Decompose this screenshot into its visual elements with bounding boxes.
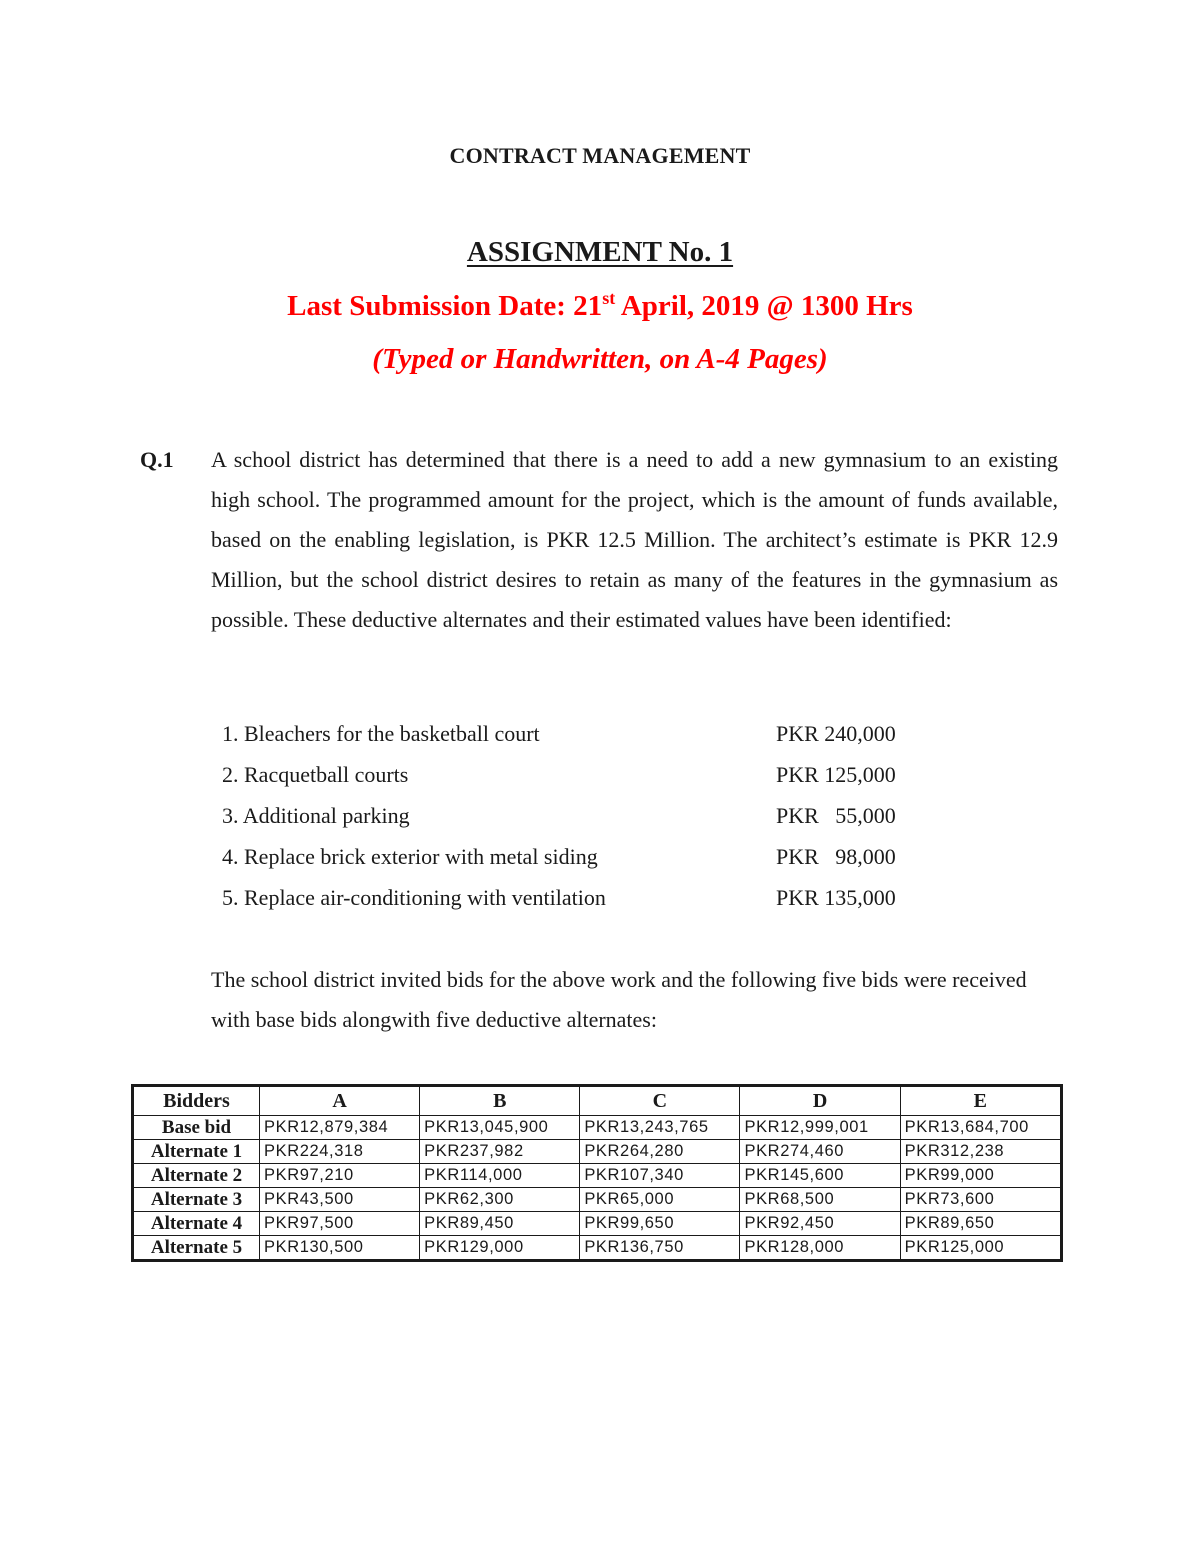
list-item-number: 5. xyxy=(222,885,239,910)
list-item-number: 2. xyxy=(222,762,239,787)
assignment-title: ASSIGNMENT No. 1 xyxy=(466,236,734,268)
list-item-label: Racquetball courts xyxy=(244,762,409,787)
list-item xyxy=(222,717,942,758)
column-header: C xyxy=(580,1086,740,1116)
list-item-number: 4. xyxy=(222,844,239,869)
list-item xyxy=(222,758,942,799)
table-cell: PKR62,300 xyxy=(420,1188,580,1212)
table-row xyxy=(133,1236,1062,1261)
table-cell: PKR274,460 xyxy=(740,1140,900,1164)
list-item-amount: PKR 98,000 xyxy=(776,844,896,869)
submission-ordinal: st xyxy=(602,288,616,308)
column-header: B xyxy=(420,1086,580,1116)
table-cell: PKR13,684,700 xyxy=(900,1116,1061,1140)
row-header: Base bid xyxy=(133,1116,260,1140)
table-cell: PKR129,000 xyxy=(420,1236,580,1261)
list-item-amount: PKR 240,000 xyxy=(776,721,896,746)
table-cell: PKR65,000 xyxy=(580,1188,740,1212)
list-item-amount: PKR 55,000 xyxy=(776,803,896,828)
table-header-row xyxy=(133,1086,1062,1116)
list-item-label: Bleachers for the basketball court xyxy=(244,721,540,746)
list-item xyxy=(222,881,942,922)
column-header: A xyxy=(260,1086,420,1116)
row-header: Alternate 2 xyxy=(133,1164,260,1188)
list-item-label: Replace brick exterior with metal siding xyxy=(244,844,598,869)
table-cell: PKR13,045,900 xyxy=(420,1116,580,1140)
course-title: CONTRACT MANAGEMENT xyxy=(449,143,751,168)
table-cell: PKR68,500 xyxy=(740,1188,900,1212)
deductive-alternates-list xyxy=(222,717,942,922)
table-cell: PKR97,500 xyxy=(260,1212,420,1236)
table-cell: PKR73,600 xyxy=(900,1188,1061,1212)
table-cell: PKR89,450 xyxy=(420,1212,580,1236)
row-header: Alternate 1 xyxy=(133,1140,260,1164)
row-header: Alternate 5 xyxy=(133,1236,260,1261)
table-row xyxy=(133,1116,1062,1140)
column-header: Bidders xyxy=(133,1086,260,1116)
table-cell: PKR312,238 xyxy=(900,1140,1061,1164)
table-cell: PKR92,450 xyxy=(740,1212,900,1236)
table-cell: PKR128,000 xyxy=(740,1236,900,1261)
table-cell: PKR125,000 xyxy=(900,1236,1061,1261)
table-cell: PKR237,982 xyxy=(420,1140,580,1164)
column-header: E xyxy=(900,1086,1061,1116)
table-cell: PKR12,999,001 xyxy=(740,1116,900,1140)
table-cell: PKR264,280 xyxy=(580,1140,740,1164)
table-cell: PKR99,650 xyxy=(580,1212,740,1236)
list-item-label: Additional parking xyxy=(242,803,410,828)
submission-prefix: Last Submission Date: 21 xyxy=(287,290,603,322)
list-item xyxy=(222,799,942,840)
list-item-label: Replace air-conditioning with ventilation xyxy=(244,885,606,910)
table-cell: PKR224,318 xyxy=(260,1140,420,1164)
table-cell: PKR145,600 xyxy=(740,1164,900,1188)
table-cell: PKR12,879,384 xyxy=(260,1116,420,1140)
format-note: (Typed or Handwritten, on A-4 Pages) xyxy=(372,343,828,375)
list-item-amount: PKR 135,000 xyxy=(776,885,896,910)
table-cell: PKR99,000 xyxy=(900,1164,1061,1188)
table-cell: PKR97,210 xyxy=(260,1164,420,1188)
row-header: Alternate 3 xyxy=(133,1188,260,1212)
list-item-number: 1. xyxy=(222,721,239,746)
table-cell: PKR89,650 xyxy=(900,1212,1061,1236)
submission-suffix: April, 2019 @ 1300 Hrs xyxy=(615,290,913,322)
table-cell: PKR107,340 xyxy=(580,1164,740,1188)
table-cell: PKR13,243,765 xyxy=(580,1116,740,1140)
question-body: A school district has determined that there is a need to add a new gymnasium to an existing high school. The programmed amount for the project, which is the amount of funds available, based on the enabling legislation, is PKR 12.5 Million. The architect’s estimate is PKR 12.9 Million, but the school district desires to retain as many of the features in the gymnasium as possible. These deductive alternates and their estimated values have been identified: xyxy=(211,447,1058,632)
bids-table xyxy=(131,1084,1063,1262)
table-cell: PKR130,500 xyxy=(260,1236,420,1261)
table-cell: PKR43,500 xyxy=(260,1188,420,1212)
bids-intro-paragraph: The school district invited bids for the above work and the following five bids were received with base bids alongwith five deductive alternates: xyxy=(211,967,1027,1032)
list-item-amount: PKR 125,000 xyxy=(776,762,896,787)
table-row xyxy=(133,1188,1062,1212)
list-item xyxy=(222,840,942,881)
row-header: Alternate 4 xyxy=(133,1212,260,1236)
table-cell: PKR114,000 xyxy=(420,1164,580,1188)
table-row xyxy=(133,1212,1062,1236)
question-label: Q.1 xyxy=(140,447,174,472)
submission-deadline xyxy=(0,290,1200,323)
table-row xyxy=(133,1164,1062,1188)
column-header: D xyxy=(740,1086,900,1116)
list-item-number: 3. xyxy=(222,803,239,828)
table-cell: PKR136,750 xyxy=(580,1236,740,1261)
table-row xyxy=(133,1140,1062,1164)
